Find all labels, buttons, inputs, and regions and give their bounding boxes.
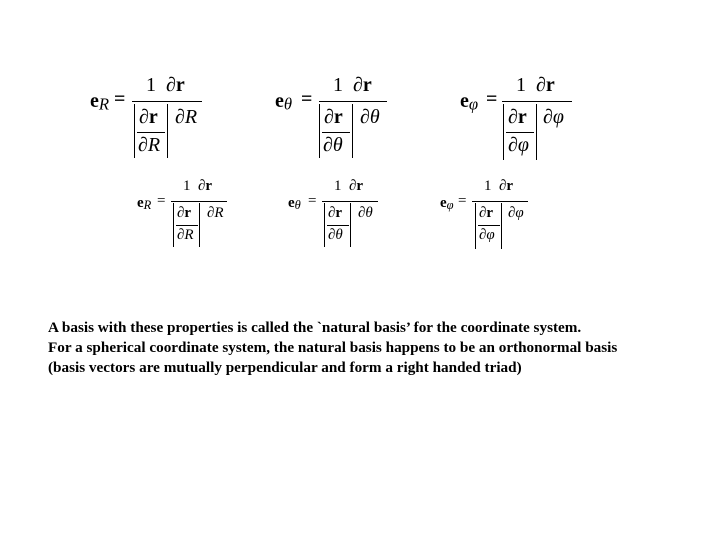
equation-ephi-small [440, 178, 540, 250]
ephi-lhs-small: $e_\varphi$ [440, 195, 454, 212]
equation-eR-large [90, 72, 220, 162]
fraction-bar [322, 201, 378, 202]
denominator-bottom: ∂φ [479, 227, 495, 243]
explanation-paragraph [48, 318, 680, 378]
inner-fraction-bar [327, 225, 349, 226]
partial-var: ∂φ [543, 106, 564, 128]
numerator: 1 ∂r [334, 178, 364, 194]
eR-lhs: $e_R$ [90, 90, 110, 114]
equation-ephi-large [460, 72, 590, 162]
eR-lhs-small: $e_R$ [137, 195, 152, 212]
equals-sign: = [114, 88, 126, 110]
paragraph-line-2: For a spherical coordinate system, the natural basis happens to be an orthonormal basis [48, 339, 618, 356]
partial-var: ∂θ [360, 106, 380, 128]
denominator-top: ∂r [479, 205, 494, 221]
paragraph-line-1: A basis with these properties is called the `natural basis’ for the coordinate system. [48, 319, 582, 336]
partial-var: ∂R [175, 106, 198, 128]
denominator-bottom: ∂R [138, 134, 161, 156]
denominator-top: ∂r [139, 106, 158, 128]
numerator: 1 ∂r [183, 178, 213, 194]
equals-sign: = [157, 193, 166, 209]
fraction-bar [319, 101, 387, 102]
paragraph-line-3: (basis vectors are mutually perpendicular and form a right handed triad) [48, 359, 522, 376]
denominator-top: ∂r [324, 106, 343, 128]
fraction-bar [502, 101, 572, 102]
equals-sign: = [301, 88, 313, 110]
numerator: 1 ∂r [516, 74, 555, 96]
fraction-bar [132, 101, 202, 102]
inner-fraction-bar [478, 225, 500, 226]
numerator: 1 ∂r [484, 178, 514, 194]
inner-fraction-bar [506, 132, 534, 133]
denominator-top: ∂r [177, 205, 192, 221]
ephi-lhs: $e_\varphi$ [460, 90, 479, 114]
numerator: 1 ∂r [146, 74, 185, 96]
partial-var: ∂θ [358, 205, 373, 221]
fraction-bar [171, 201, 227, 202]
inner-fraction-bar [322, 132, 350, 133]
partial-var: ∂R [207, 205, 224, 221]
inner-fraction-bar [176, 225, 198, 226]
equals-sign: = [458, 193, 467, 209]
numerator: 1 ∂r [333, 74, 372, 96]
etheta-lhs-small: $e_\theta$ [288, 195, 301, 212]
fraction-bar [472, 201, 528, 202]
etheta-lhs: $e_\theta$ [275, 90, 293, 114]
denominator-top: ∂r [328, 205, 343, 221]
equals-sign: = [308, 193, 317, 209]
denominator-top: ∂r [508, 106, 527, 128]
denominator-bottom: ∂θ [328, 227, 343, 243]
equation-eR-small [137, 178, 237, 250]
equation-etheta-large [275, 72, 405, 162]
denominator-bottom: ∂θ [323, 134, 343, 156]
denominator-bottom: ∂R [177, 227, 194, 243]
equation-etheta-small [288, 178, 388, 250]
equals-sign: = [486, 88, 498, 110]
inner-fraction-bar [137, 132, 165, 133]
partial-var: ∂φ [508, 205, 524, 221]
denominator-bottom: ∂φ [508, 134, 529, 156]
